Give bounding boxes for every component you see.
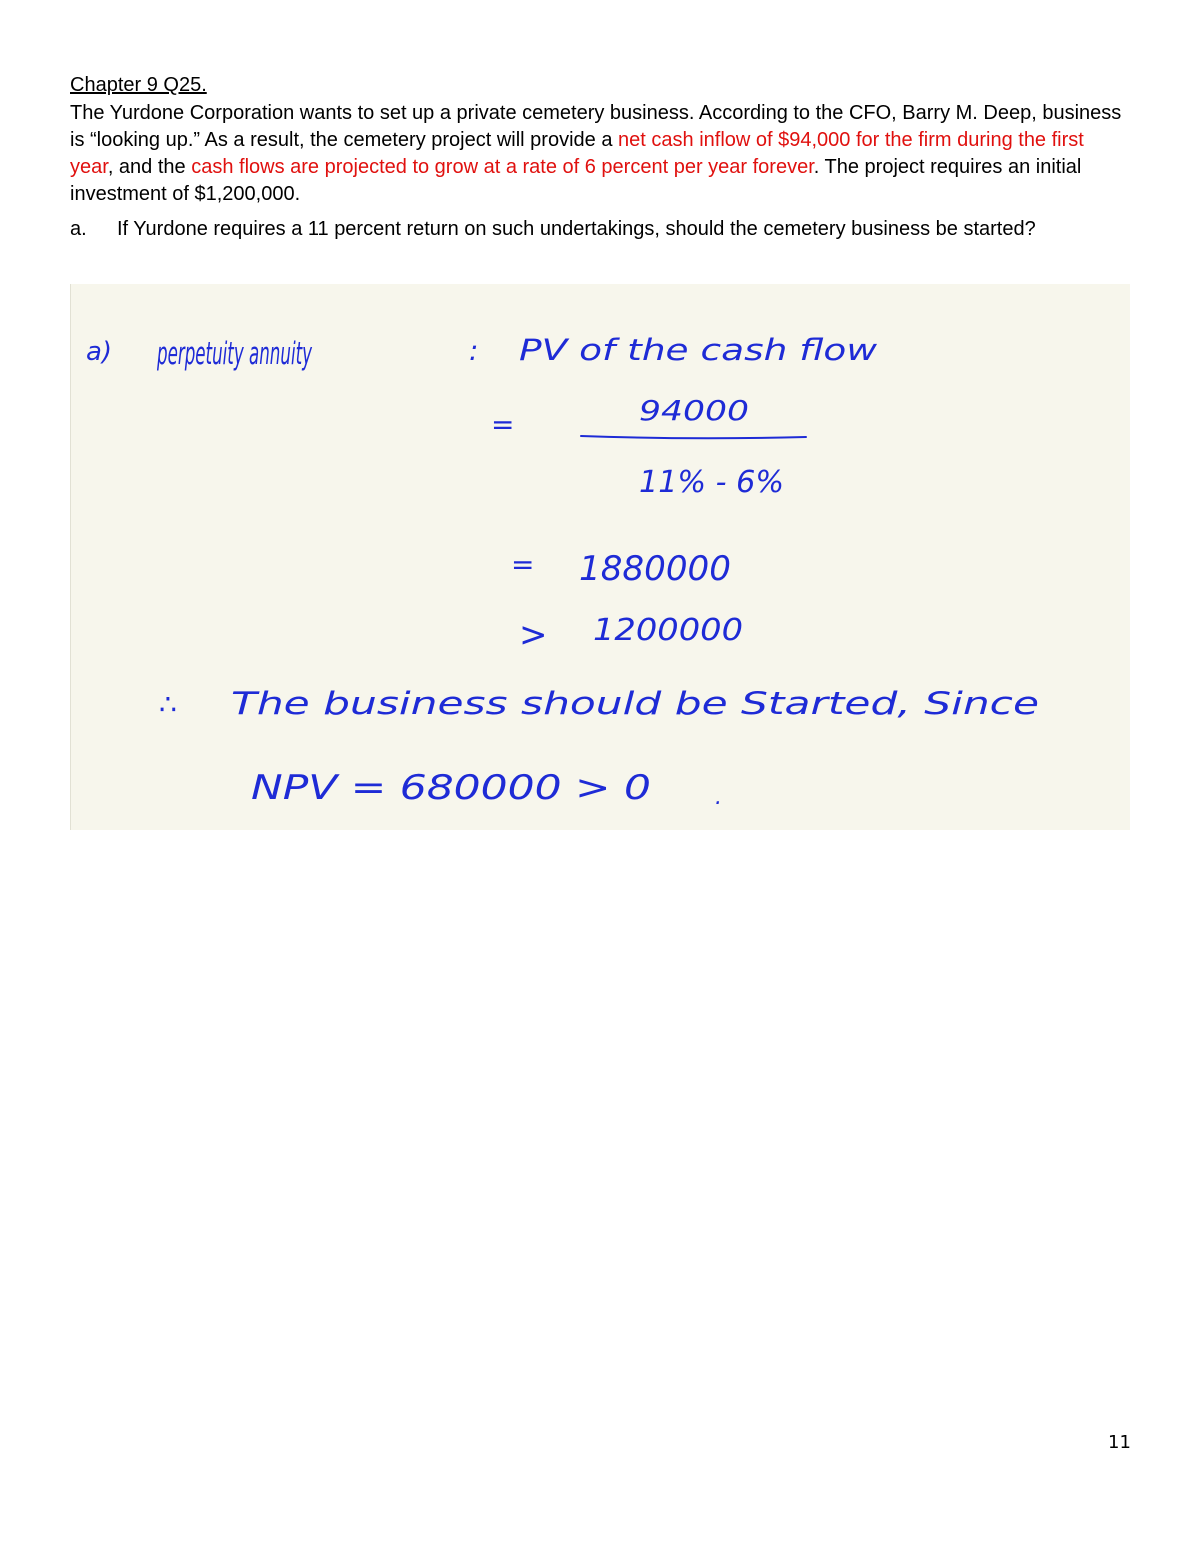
problem-text-part-3: . The project requires an initial investment of $1,200,000. [70, 156, 1082, 205]
handwritten-npv: NPV = 680000 > 0 [251, 768, 651, 808]
handwritten-colon: : [469, 334, 479, 367]
problem-highlight-cash-inflow: net cash inflow of $94,000 for the firm during the first year [70, 129, 1084, 178]
problem-statement [70, 100, 1130, 208]
subquestion-text: If Yurdone requires a 11 percent return on such undertakings, should the cemetery business be started? [117, 218, 1036, 240]
handwritten-pv-of-cash-flow: PV of the cash flow [519, 333, 878, 367]
handwritten-answer-panel [70, 284, 1130, 830]
handwritten-therefore: ∴ [159, 688, 177, 721]
handwritten-perpetuity-annuity: perpetuity annuity [156, 336, 313, 372]
handwritten-numerator: 94000 [639, 394, 749, 427]
problem-highlight-growth: cash flows are projected to grow at a rate of 6 percent per year forever [191, 156, 814, 178]
handwritten-greater-than: > [519, 615, 548, 655]
subquestion-a [70, 216, 1130, 242]
handwritten-fraction-bar [581, 436, 806, 438]
question-block [70, 72, 1130, 242]
handwritten-present-value: 1880000 [579, 549, 731, 589]
handwritten-investment: 1200000 [593, 613, 743, 648]
subquestion-marker: a. [70, 218, 87, 240]
handwritten-denominator: 11% - 6% [639, 465, 784, 500]
handwritten-stray-mark: . [715, 785, 722, 810]
handwritten-conclusion: The business should be Started, Since [231, 686, 1039, 722]
handwritten-equals-2: = [511, 548, 535, 581]
handwritten-answer-canvas [71, 284, 1130, 830]
problem-text-part-2: , and the [107, 156, 192, 178]
handwritten-part-label: a) [86, 337, 113, 367]
page-number: 11 [1108, 1432, 1131, 1453]
handwritten-equals-1: = [491, 408, 515, 441]
problem-text-part-1: The Yurdone Corporation wants to set up a private cemetery business. According to the CFO, Barry M. Deep, business is “looking up.” As a result, the cemetery project will provide a [70, 102, 1122, 151]
chapter-heading: Chapter 9 Q25. [70, 74, 207, 96]
